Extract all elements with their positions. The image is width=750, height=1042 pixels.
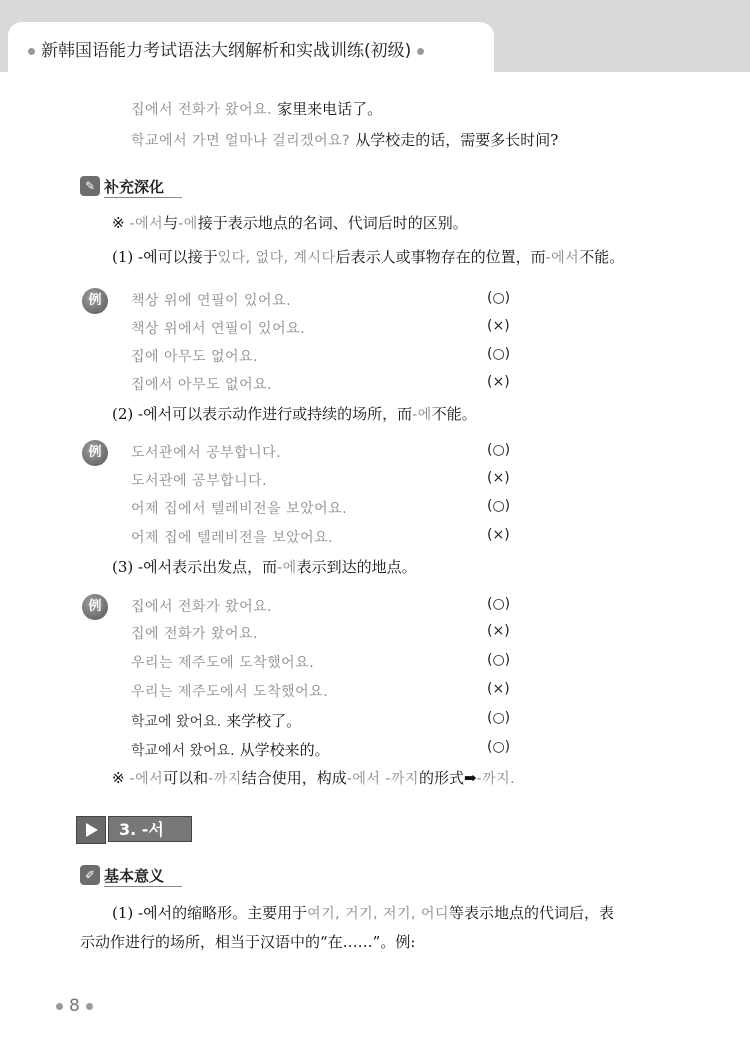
bullet-dot-icon [86,1003,93,1010]
example-row: 어제 집에 텔레비전을 보았어요. (×) [131,527,510,546]
intro-line-1: 집에서 전화가 왔어요. 家里来电话了。 [131,100,383,118]
example-badge-icon: 例 [82,288,108,314]
bullet-dot-icon [417,48,424,55]
example-badge-icon: 例 [82,594,108,620]
point-2: (2) -에서可以表示动作进行或持续的场所，而-에不能。 [112,405,477,423]
basic-line-2: 示动作进行的场所，相当于汉语中的“在……”。例: [80,933,416,951]
example-row: 우리는 제주도에 도착했어요. (○) [131,652,511,671]
play-arrow-icon [76,816,106,844]
page-number: 8 [69,996,80,1016]
basic-meaning-pen-icon: ✐ [80,865,100,885]
page-footer [50,996,99,1016]
example-row: 학교에서 왔어요. 从学校来的。 (○) [131,739,511,759]
bullet-dot-icon [56,1003,63,1010]
example-row: 도서관에 공부합니다. (×) [131,470,510,489]
example-badge-icon: 例 [82,440,108,466]
example-row: 학교에 왔어요. 来学校了。 (○) [131,710,511,730]
right-arrow-icon: ➡ [463,769,477,787]
example-row: 책상 위에서 연필이 있어요. (×) [131,318,510,337]
example-row: 책상 위에 연필이 있어요. (○) [131,290,511,309]
example-row: 집에서 전화가 왔어요. (○) [131,596,511,615]
intro-line-2: 학교에서 가면 얼마나 걸리겠어요? 从学校走的话，需要多长时间? [131,131,559,149]
point-1: (1) -에可以接于있다, 없다, 계시다后表示人或事物存在的位置，而-에서不能。 [112,248,625,266]
example-row: 집에 아무도 없어요. (○) [131,346,511,365]
basic-line-1: (1) -에서的缩略形。主要用于여기, 거기, 저기, 어디等表示地点的代词后，表 [112,904,615,922]
supplement-pencil-icon: ✎ [80,176,100,196]
section-3-title: 3. -서 [108,816,192,842]
supplement-note: ※ -에서与-에接于表示地点的名词、代词后时的区别。 [112,214,468,232]
example-row: 도서관에서 공부합니다. (○) [131,442,511,461]
example-row: 어제 집에서 텔레비전을 보았어요. (○) [131,498,511,517]
page-header: 新韩国语能力考试语法大纲解析和实战训练(初级) [22,36,430,61]
point-3: (3) -에서表示出发点，而-에表示到达的地点。 [112,558,417,576]
final-note: ※ -에서可以和-까지结合使用，构成-에서 -까지的形式➡-까지. [112,769,516,787]
supplement-label: 补充深化 [104,176,182,198]
example-row: 우리는 제주도에서 도착했어요. (×) [131,681,510,700]
example-row: 집에 전화가 왔어요. (×) [131,623,510,642]
bullet-dot-icon [28,48,35,55]
basic-meaning-label: 基本意义 [104,865,182,887]
example-row: 집에서 아무도 없어요. (×) [131,374,510,393]
